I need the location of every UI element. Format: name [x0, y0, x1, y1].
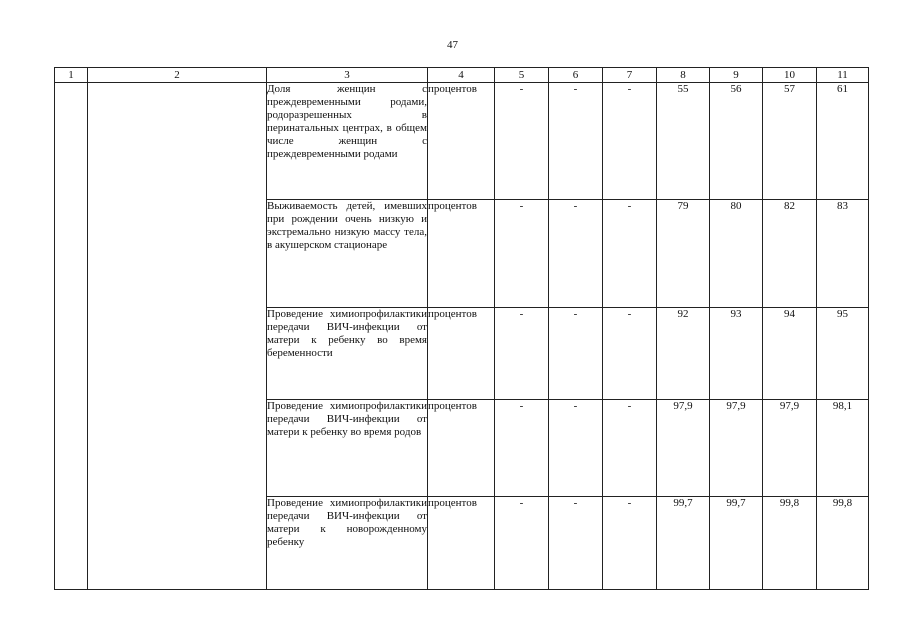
- column-header: 11: [817, 68, 869, 83]
- value-cell: 57: [763, 83, 817, 200]
- unit-cell: процентов: [428, 308, 495, 400]
- value-cell: -: [495, 83, 549, 200]
- value-cell: -: [603, 400, 657, 497]
- indicators-table: [54, 67, 869, 590]
- column-header: 8: [657, 68, 710, 83]
- value-cell: 92: [657, 308, 710, 400]
- value-cell: -: [495, 308, 549, 400]
- unit-cell: процентов: [428, 400, 495, 497]
- value-cell: 61: [817, 83, 869, 200]
- unit-cell: процентов: [428, 200, 495, 308]
- value-cell: 93: [710, 308, 763, 400]
- column-header: 10: [763, 68, 817, 83]
- value-cell: 99,7: [710, 497, 763, 590]
- page-number: 47: [447, 39, 458, 51]
- value-cell: 80: [710, 200, 763, 308]
- column-header: 1: [55, 68, 88, 83]
- table-row: [55, 83, 869, 200]
- column-header: 3: [267, 68, 428, 83]
- value-cell: -: [495, 400, 549, 497]
- value-cell: -: [603, 308, 657, 400]
- value-cell: 95: [817, 308, 869, 400]
- value-cell: 56: [710, 83, 763, 200]
- value-cell: -: [549, 400, 603, 497]
- value-cell: 99,8: [763, 497, 817, 590]
- merged-cell-col1: [55, 83, 88, 590]
- value-cell: 99,7: [657, 497, 710, 590]
- value-cell: -: [549, 200, 603, 308]
- value-cell: -: [603, 200, 657, 308]
- value-cell: 99,8: [817, 497, 869, 590]
- column-header: 4: [428, 68, 495, 83]
- value-cell: 98,1: [817, 400, 869, 497]
- indicator-description: Проведение химиопрофилактики передачи ВИЧ-инфекции от матери к ребенку во время беременности: [267, 308, 428, 400]
- indicator-description: Доля женщин с преждевременными родами, родоразрешенных в перинатальных центрах, в общем числе женщин с преждевременными родами: [267, 83, 428, 200]
- value-cell: -: [549, 497, 603, 590]
- value-cell: 82: [763, 200, 817, 308]
- value-cell: -: [549, 83, 603, 200]
- merged-cell-col2: [88, 83, 267, 590]
- column-header: 9: [710, 68, 763, 83]
- value-cell: -: [603, 497, 657, 590]
- indicator-description: Проведение химиопрофилактики передачи ВИЧ-инфекции от матери к ребенку во время родов: [267, 400, 428, 497]
- column-header: 7: [603, 68, 657, 83]
- value-cell: 97,9: [657, 400, 710, 497]
- column-header: 5: [495, 68, 549, 83]
- value-cell: -: [495, 200, 549, 308]
- unit-cell: процентов: [428, 497, 495, 590]
- unit-cell: процентов: [428, 83, 495, 200]
- value-cell: 55: [657, 83, 710, 200]
- column-header: 2: [88, 68, 267, 83]
- value-cell: -: [495, 497, 549, 590]
- value-cell: 94: [763, 308, 817, 400]
- value-cell: 79: [657, 200, 710, 308]
- header-row: [55, 68, 869, 83]
- column-header: 6: [549, 68, 603, 83]
- indicator-description: Выживаемость детей, имевших при рождении очень низкую и экстремально низкую массу тела, в акушерском стационаре: [267, 200, 428, 308]
- value-cell: 97,9: [710, 400, 763, 497]
- indicator-description: Проведение химиопрофилактики передачи ВИЧ-инфекции от матери к новорожденному ребенку: [267, 497, 428, 590]
- value-cell: -: [549, 308, 603, 400]
- value-cell: 97,9: [763, 400, 817, 497]
- value-cell: -: [603, 83, 657, 200]
- value-cell: 83: [817, 200, 869, 308]
